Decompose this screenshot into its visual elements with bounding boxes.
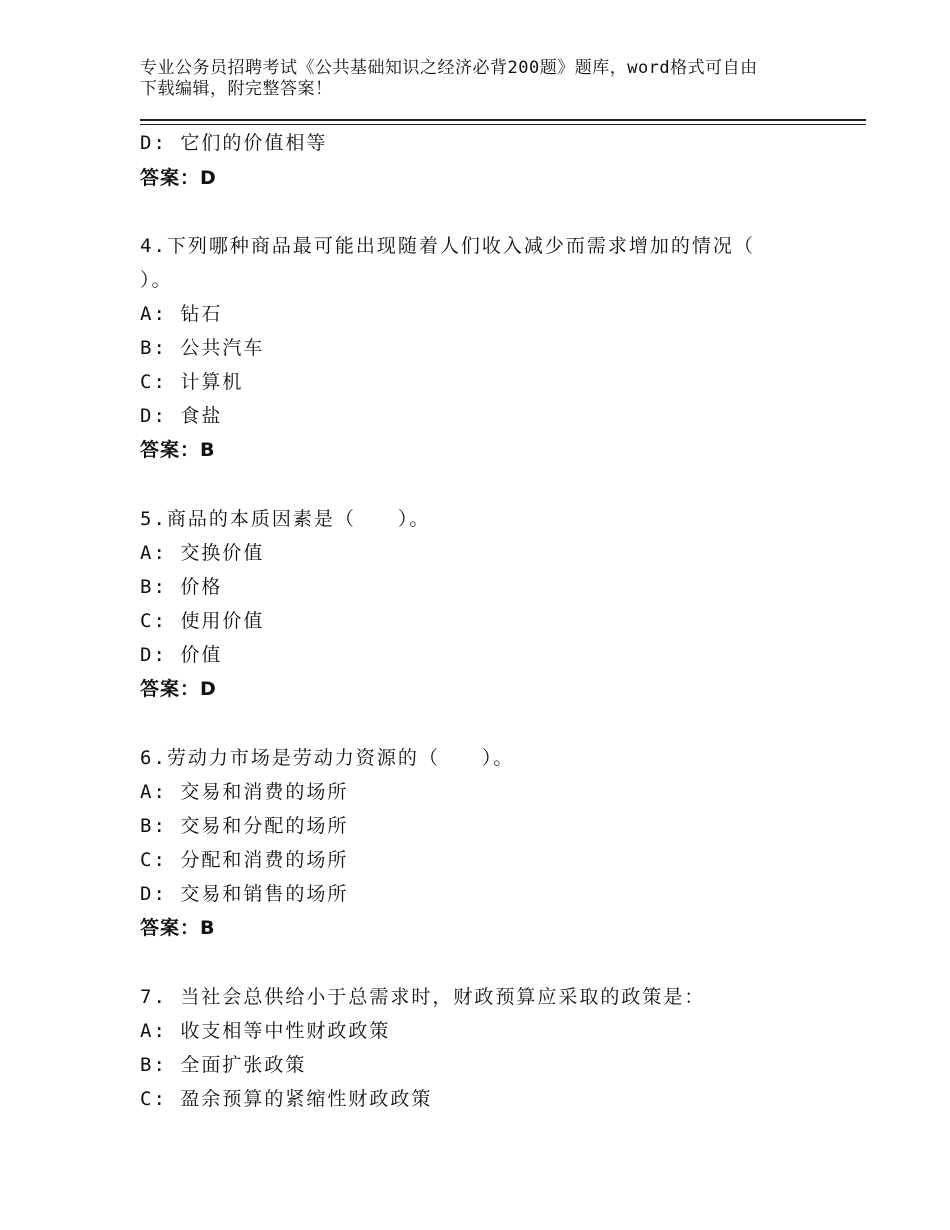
q5-option-b: B: 价格 — [140, 576, 223, 598]
q4-option-b: B: 公共汽车 — [140, 337, 265, 359]
q5-option-a: A: 交换价值 — [140, 542, 265, 564]
q7-stem: 7. 当社会总供给小于总需求时，财政预算应采取的政策是： — [140, 986, 706, 1008]
q6-answer: 答案：B — [140, 917, 216, 939]
q7-option-a: A: 收支相等中性财政政策 — [140, 1020, 391, 1042]
q3-option-d: D: 它们的价值相等 — [140, 132, 328, 154]
header-line-2: 下载编辑，附完整答案！ — [140, 79, 333, 99]
q7-option-c: C: 盈余预算的紧缩性财政政策 — [140, 1088, 433, 1110]
q4-answer: 答案：B — [140, 439, 216, 461]
q5-option-c: C: 使用价值 — [140, 610, 265, 632]
q5-option-d: D: 价值 — [140, 644, 223, 666]
q6-stem: 6.劳动力市场是劳动力资源的（ ）。 — [140, 747, 515, 769]
header-divider-thick — [140, 119, 866, 121]
header-line-1: 专业公务员招聘考试《公共基础知识之经济必背200题》题库，word格式可自由 — [140, 58, 758, 78]
q3-answer: 答案：D — [140, 167, 217, 189]
q4-stem-line-1: 4.下列哪种商品最可能出现随着人们收入减少而需求增加的情况（ — [140, 235, 755, 257]
q4-option-d: D: 食盐 — [140, 405, 223, 427]
q5-stem: 5.商品的本质因素是（ ）。 — [140, 508, 431, 530]
q4-option-a: A: 钻石 — [140, 303, 223, 325]
document-header — [140, 58, 820, 100]
q6-option-d: D: 交易和销售的场所 — [140, 883, 349, 905]
header-divider-thin — [140, 124, 866, 125]
q4-stem-line-2: ）。 — [140, 269, 173, 291]
q5-answer: 答案：D — [140, 678, 217, 700]
q6-option-b: B: 交易和分配的场所 — [140, 815, 349, 837]
q7-option-b: B: 全面扩张政策 — [140, 1054, 307, 1076]
q6-option-a: A: 交易和消费的场所 — [140, 781, 349, 803]
q6-option-c: C: 分配和消费的场所 — [140, 849, 349, 871]
q4-option-c: C: 计算机 — [140, 371, 244, 393]
